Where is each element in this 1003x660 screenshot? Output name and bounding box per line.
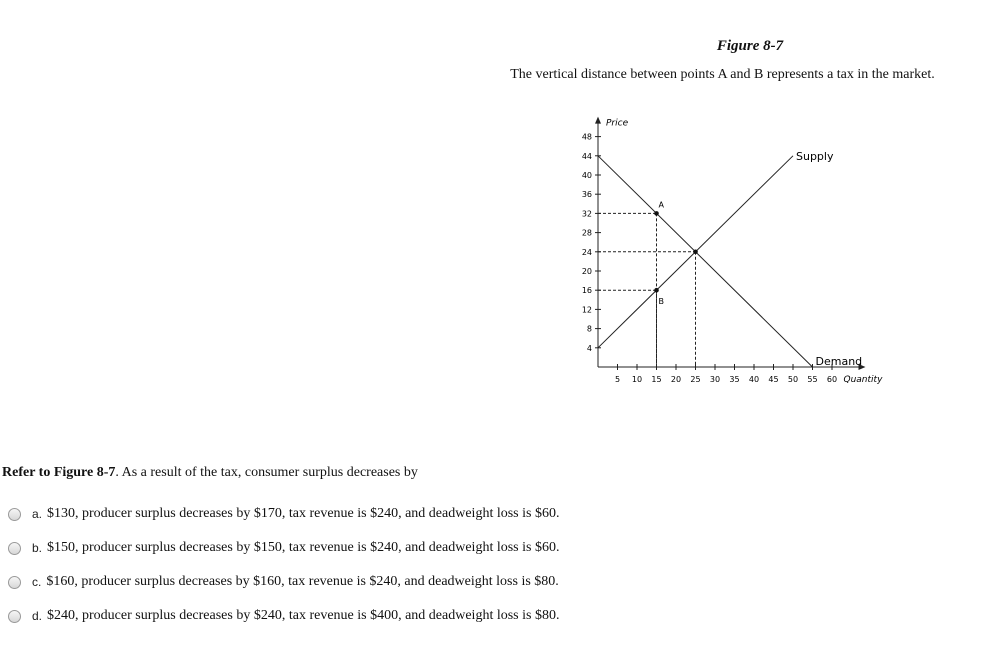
x-tick-label: 10 xyxy=(631,375,643,384)
radio-b[interactable] xyxy=(8,542,21,555)
y-tick-label: 4 xyxy=(586,343,592,353)
option-c-text: $160, producer surplus decreases by $160, tax revenue is $240, and deadweight loss is $80. xyxy=(46,574,559,589)
figure-title: Figure 8-7 xyxy=(716,38,784,54)
x-axis-label: Quantity xyxy=(843,375,883,385)
option-d-letter: d. xyxy=(32,609,43,623)
option-c-letter: c. xyxy=(32,575,42,589)
point-a xyxy=(654,211,659,216)
radio-d[interactable] xyxy=(8,610,21,623)
y-tick-label: 40 xyxy=(581,171,592,180)
y-axis-arrow xyxy=(595,117,601,124)
y-tick-label: 20 xyxy=(581,267,592,276)
supply-demand-chart xyxy=(560,115,900,395)
option-d[interactable] xyxy=(8,599,559,633)
supply-label: Supply xyxy=(796,149,834,163)
answer-options xyxy=(8,497,559,633)
option-a[interactable] xyxy=(8,497,559,531)
option-a-letter: a. xyxy=(32,507,43,521)
point-equilibrium xyxy=(693,250,698,255)
demand-line xyxy=(598,156,813,367)
option-d-text: $240, producer surplus decreases by $240, tax revenue is $400, and deadweight loss is $80. xyxy=(47,608,560,623)
x-tick-label: 35 xyxy=(729,375,740,384)
y-tick-label: 32 xyxy=(581,209,592,219)
question-stem xyxy=(2,465,418,481)
y-tick-label: 12 xyxy=(581,305,592,315)
point-b xyxy=(654,288,659,293)
option-b-letter: b. xyxy=(32,541,43,555)
x-tick-label: 60 xyxy=(826,375,838,384)
x-tick-label: 40 xyxy=(748,375,760,384)
x-tick-label: 30 xyxy=(709,375,721,384)
x-tick-label: 20 xyxy=(670,375,682,384)
y-tick-label: 24 xyxy=(581,247,592,257)
option-b-text: $150, producer surplus decreases by $150, tax revenue is $240, and deadweight loss is $60. xyxy=(47,540,560,555)
y-tick-label: 36 xyxy=(581,190,592,200)
radio-a[interactable] xyxy=(8,508,21,521)
y-tick-label: 28 xyxy=(581,228,592,238)
option-a-text: $130, producer surplus decreases by $170, tax revenue is $240, and deadweight loss is $60. xyxy=(47,506,560,521)
x-tick-label: 55 xyxy=(807,375,818,384)
radio-c[interactable] xyxy=(8,576,21,589)
demand-label: Demand xyxy=(815,355,863,368)
figure-reference: Refer to Figure 8-7 xyxy=(2,465,116,480)
x-tick-label: 5 xyxy=(614,375,621,384)
point-label-b: B xyxy=(658,297,664,307)
question-text: . As a result of the tax, consumer surplus decreases by xyxy=(115,465,418,480)
y-tick-label: 16 xyxy=(581,286,592,296)
x-tick-label: 50 xyxy=(787,375,799,384)
x-tick-label: 25 xyxy=(690,375,701,384)
y-tick-label: 44 xyxy=(581,151,592,161)
x-tick-label: 45 xyxy=(768,375,779,384)
y-tick-label: 48 xyxy=(581,132,592,142)
option-c[interactable] xyxy=(8,565,559,599)
option-b[interactable] xyxy=(8,531,559,565)
y-axis-label: Price xyxy=(606,118,629,129)
x-tick-label: 15 xyxy=(651,375,662,384)
figure-caption: The vertical distance between points A and B represents a tax in the market. xyxy=(510,67,935,82)
y-tick-label: 8 xyxy=(586,324,592,334)
point-label-a: A xyxy=(658,200,664,210)
